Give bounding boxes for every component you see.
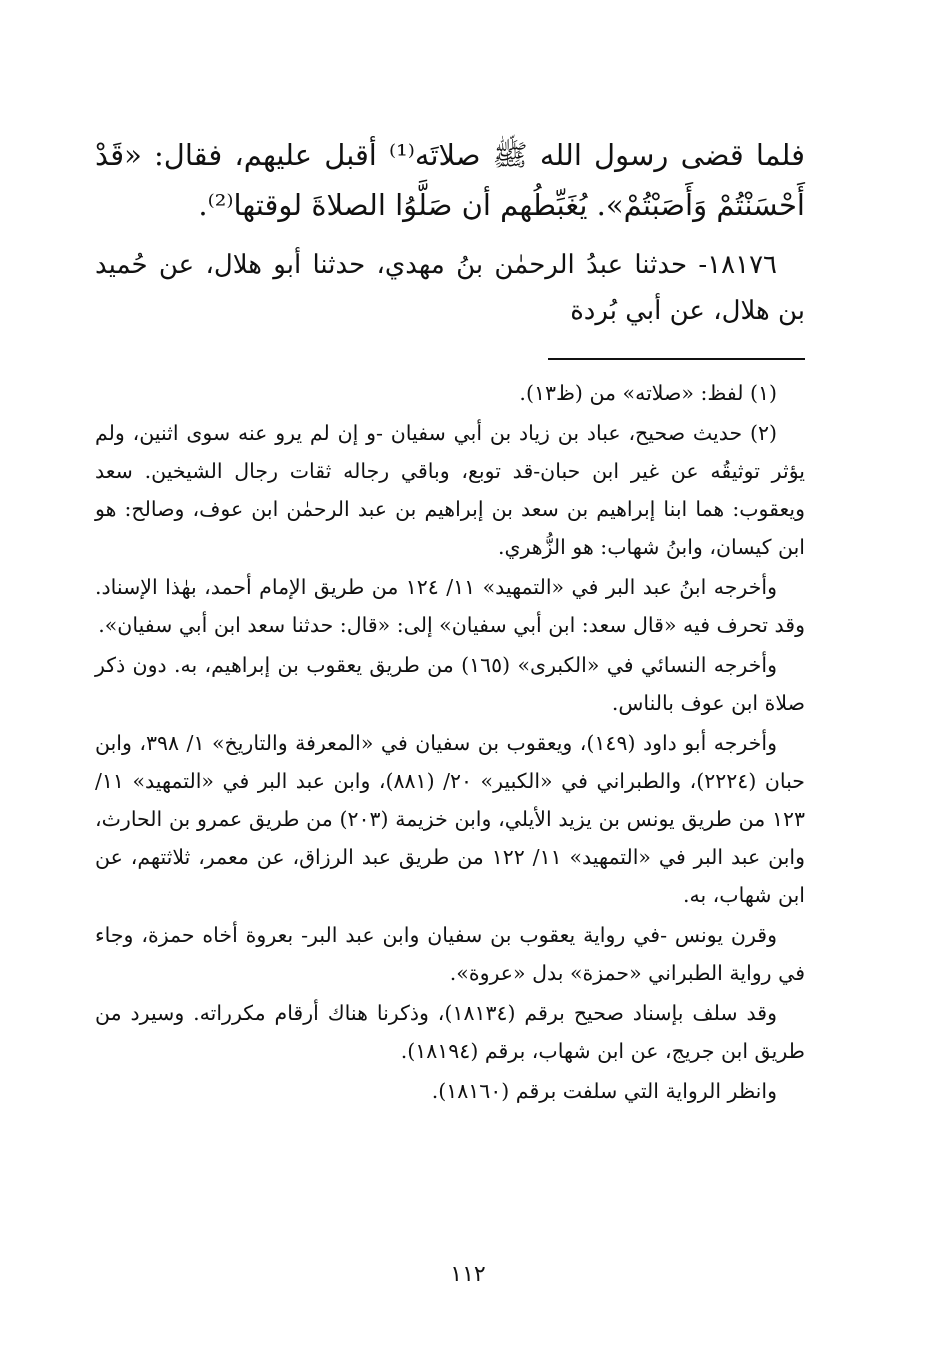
footnote-separator — [548, 358, 805, 360]
document-page — [95, 130, 805, 1112]
footnote-paragraph: وأخرجه أبو داود (١٤٩)، ويعقوب بن سفيان في «المعرفة والتاريخ» ١/ ٣٩٨، وابن حبان (٢٢٢٤)، والطبراني في «الكبير» ٢٠/ (٨٨١)، وابن عبد البر في «التمهيد» ١١/ ١٢٣ من طريق يونس بن يزيد الأيلي، وابن خزيمة (٢٠٣) من طريق عمرو بن الحارث، وابن عبد البر في «التمهيد» ١١/ ١٢٢ من طريق عبد الرزاق، عن معمر، ثلاثتهم، عن ابن شهاب، به. — [95, 731, 805, 907]
footnote-paragraph: وأخرجه النسائي في «الكبرى» (١٦٥) من طريق يعقوب بن إبراهيم، به. دون ذكر صلاة ابن عوف بالناس. — [95, 653, 805, 715]
footnote-paragraph: وانظر الرواية التي سلفت برقم (١٨١٦٠). — [431, 1079, 777, 1103]
main-text: فلما قضى رسول الله ﷺ صلاتَه⁽¹⁾ أقبل عليهم، فقال: «قَدْ أَحْسَنْتُمْ وَأَصَبْتُمْ». يُغَبِّطُهم أن صَلَّوُا الصلاةَ لوقتها⁽²⁾. — [95, 138, 805, 222]
page-number: ١١٢ — [450, 1262, 486, 1287]
footnote-paragraph: وقرن يونس -في رواية يعقوب بن سفيان وابن عبد البر- بعروة أخاه حمزة، وجاء في رواية الطبراني «حمزة» بدل «عروة». — [95, 923, 805, 985]
footnote-paragraph: وقد سلف بإسناد صحيح برقم (١٨١٣٤)، وذكرنا هناك أرقام مكرراته. وسيرد من طريق ابن جريج، عن ابن شهاب، برقم (١٨١٩٤). — [95, 1001, 805, 1063]
footnotes — [95, 374, 805, 1110]
footnote-paragraph: وأخرجه ابنُ عبد البر في «التمهيد» ١١/ ١٢٤ من طريق الإمام أحمد، بهٰذا الإسناد. وقد تحرف فيه «قال سعد: ابن أبي سفيان» إلى: «قال: حدثنا سعد ابن أبي سفيان». — [95, 575, 805, 637]
footnote-2: (٢) حديث صحيح، عباد بن زياد بن أبي سفيان -و إن لم يرو عنه سوى اثنين، ولم يؤثر توثيقُه عن غير ابن حبان-قد توبع، وباقي رجاله ثقات رجال الشيخين. سعد ويعقوب: هما ابنا إبراهيم بن سعد بن إبراهيم بن عبد الرحمٰن ابن عوف، وصالح: هو ابن كيسان، وابنُ شهاب: هو الزُّهري. — [95, 421, 805, 559]
footnote-1: (١) لفظ: «صلاته» من (ظ١٣). — [519, 381, 777, 405]
hadith-chain: ١٨١٧٦- حدثنا عبدُ الرحمٰن بنُ مهدي، حدثنا أبو هلال، عن حُميد بن هلال، عن أبي بُردة — [95, 250, 805, 326]
